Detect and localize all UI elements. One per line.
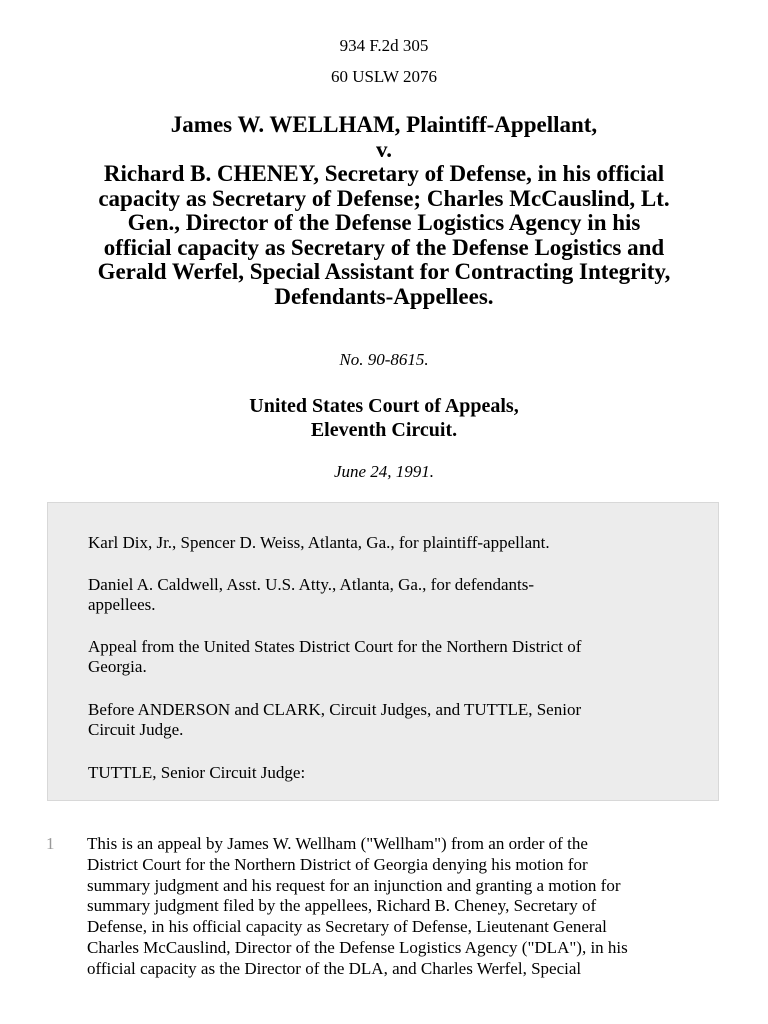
paragraph-line: official capacity as the Director of the DLA, and Charles Werfel, Special bbox=[87, 958, 582, 978]
counsel-defendants bbox=[88, 575, 678, 615]
caption-line: v. bbox=[376, 136, 392, 162]
appeal-from-line: Appeal from the United States District Court for the Northern District of bbox=[88, 637, 582, 656]
caption-line: capacity as Secretary of Defense; Charles McCauslind, Lt. bbox=[98, 185, 670, 211]
uslw-citation: 60 USLW 2076 bbox=[330, 67, 438, 86]
caption-line: official capacity as Secretary of the Defense Logistics and bbox=[103, 234, 665, 260]
decision-date: June 24, 1991. bbox=[333, 462, 435, 481]
court-line: Eleventh Circuit. bbox=[310, 419, 458, 441]
caption-line: Gerald Werfel, Special Assistant for Contracting Integrity, bbox=[97, 259, 671, 284]
paragraph-line: District Court for the Northern District of Georgia denying his motion for bbox=[87, 854, 588, 874]
paragraph-line: summary judgment filed by the appellees, Richard B. Cheney, Secretary of bbox=[87, 896, 597, 916]
caption-line: Defendants-Appellees. bbox=[274, 283, 494, 309]
case-caption bbox=[40, 113, 728, 309]
panel-judges bbox=[88, 700, 678, 740]
case-summary-panel bbox=[47, 502, 719, 801]
paragraph-line: Charles McCauslind, Director of the Defense Logistics Agency ("DLA"), in his bbox=[87, 937, 628, 957]
panel-judges-line: Circuit Judge. bbox=[88, 720, 184, 739]
opinion-paragraph bbox=[87, 834, 707, 980]
caption-line: Richard B. CHENEY, Secretary of Defense, in his official bbox=[103, 161, 665, 186]
paragraph-line: summary judgment and his request for an injunction and granting a motion for bbox=[87, 875, 621, 895]
counsel-defendants-line: Daniel A. Caldwell, Asst. U.S. Atty., Atlanta, Ga., for defendants- bbox=[88, 575, 535, 594]
appeal-from bbox=[88, 637, 678, 677]
caption-line: Gen., Director of the Defense Logistics Agency in his bbox=[127, 210, 641, 235]
docket-number: No. 90-8615. bbox=[339, 350, 429, 369]
counsel-defendants-line: appellees. bbox=[88, 595, 156, 614]
court-name bbox=[0, 394, 768, 442]
reporter-citation: 934 F.2d 305 bbox=[339, 36, 429, 55]
court-line: United States Court of Appeals, bbox=[249, 395, 519, 417]
panel-judges-line: Before ANDERSON and CLARK, Circuit Judges, and TUTTLE, Senior bbox=[88, 700, 582, 719]
caption-line: James W. WELLHAM, Plaintiff-Appellant, bbox=[170, 112, 598, 137]
paragraph-number: 1 bbox=[46, 834, 55, 853]
appeal-from-line: Georgia. bbox=[88, 657, 147, 676]
paragraph-line: This is an appeal by James W. Wellham ("Wellham") from an order of the bbox=[87, 834, 588, 853]
counsel-plaintiff: Karl Dix, Jr., Spencer D. Weiss, Atlanta, Ga., for plaintiff-appellant. bbox=[88, 533, 550, 552]
opinion-author: TUTTLE, Senior Circuit Judge: bbox=[88, 763, 306, 782]
paragraph-line: Defense, in his official capacity as Secretary of Defense, Lieutenant General bbox=[87, 917, 607, 937]
